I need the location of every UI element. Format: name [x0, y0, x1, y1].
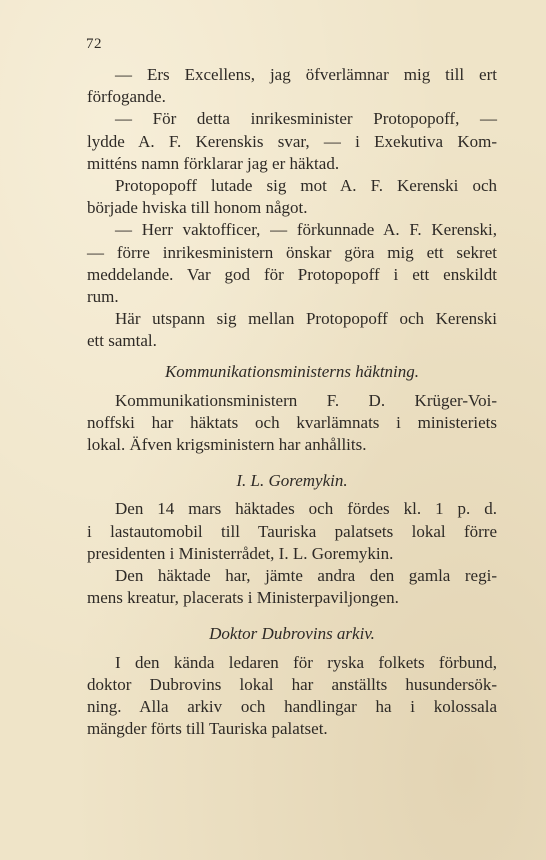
text-line: — Herr vaktofficer, — förkunnade A. F. Kerenski, [115, 220, 497, 240]
text-line: ning. Alla arkiv och handlingar ha i kolossala [87, 696, 497, 716]
text-line: Kommunikationsministern F. D. Krüger-Voi- [115, 390, 497, 410]
page-body [87, 64, 497, 740]
text-line: meddelande. Var god för Protopopoff i ett enskildt [87, 264, 497, 284]
text-line: doktor Dubrovins lokal har anställts husundersök- [87, 674, 497, 694]
text-line: rum. [87, 286, 119, 306]
text-line: mitténs namn förklarar jag er häktad. [87, 153, 340, 173]
text-line: mängder förts till Tauriska palatset. [87, 719, 328, 739]
text-line: förfogande. [87, 87, 166, 107]
text-line: Protopopoff lutade sig mot A. F. Kerenski och [115, 175, 497, 195]
text-line: i lastautomobil till Tauriska palatsets lokal förre [87, 521, 497, 541]
text-line: ett samtal. [87, 331, 157, 351]
text-line: lydde A. F. Kerenskis svar, — i Exekutiva Kom- [87, 131, 497, 151]
section-heading: Kommunikationsministerns häktning. [164, 362, 420, 382]
text-line: Den häktade har, jämte andra den gamla regi- [115, 565, 497, 585]
text-line: — förre inrikesministern önskar göra mig ett sekret [87, 242, 497, 262]
text-line: lokal. Äfven krigsministern har anhållits. [87, 435, 367, 454]
text-line: presidenten i Ministerrådet, I. L. Goremykin. [87, 543, 394, 563]
page-number: 72 [86, 36, 102, 52]
text-line: Den 14 mars häktades och fördes kl. 1 p. d. [115, 499, 497, 519]
section-heading: Doktor Dubrovins arkiv. [209, 624, 375, 644]
text-line: började hviska till honom något. [87, 198, 308, 218]
text-line: Här utspann sig mellan Protopopoff och Kerenski [115, 309, 497, 329]
text-line: — Ers Excellens, jag öfverlämnar mig till ert [115, 65, 497, 84]
text-line: I den kända ledaren för ryska folkets förbund, [115, 652, 497, 672]
text-line: mens kreatur, placerats i Ministerpaviljongen. [87, 588, 399, 608]
text-line: noffski har häktats och kvarlämnats i ministeriets [87, 412, 497, 432]
text-line: — För detta inrikesminister Protopopoff, — [115, 109, 497, 129]
section-heading: I. L. Goremykin. [236, 471, 348, 491]
